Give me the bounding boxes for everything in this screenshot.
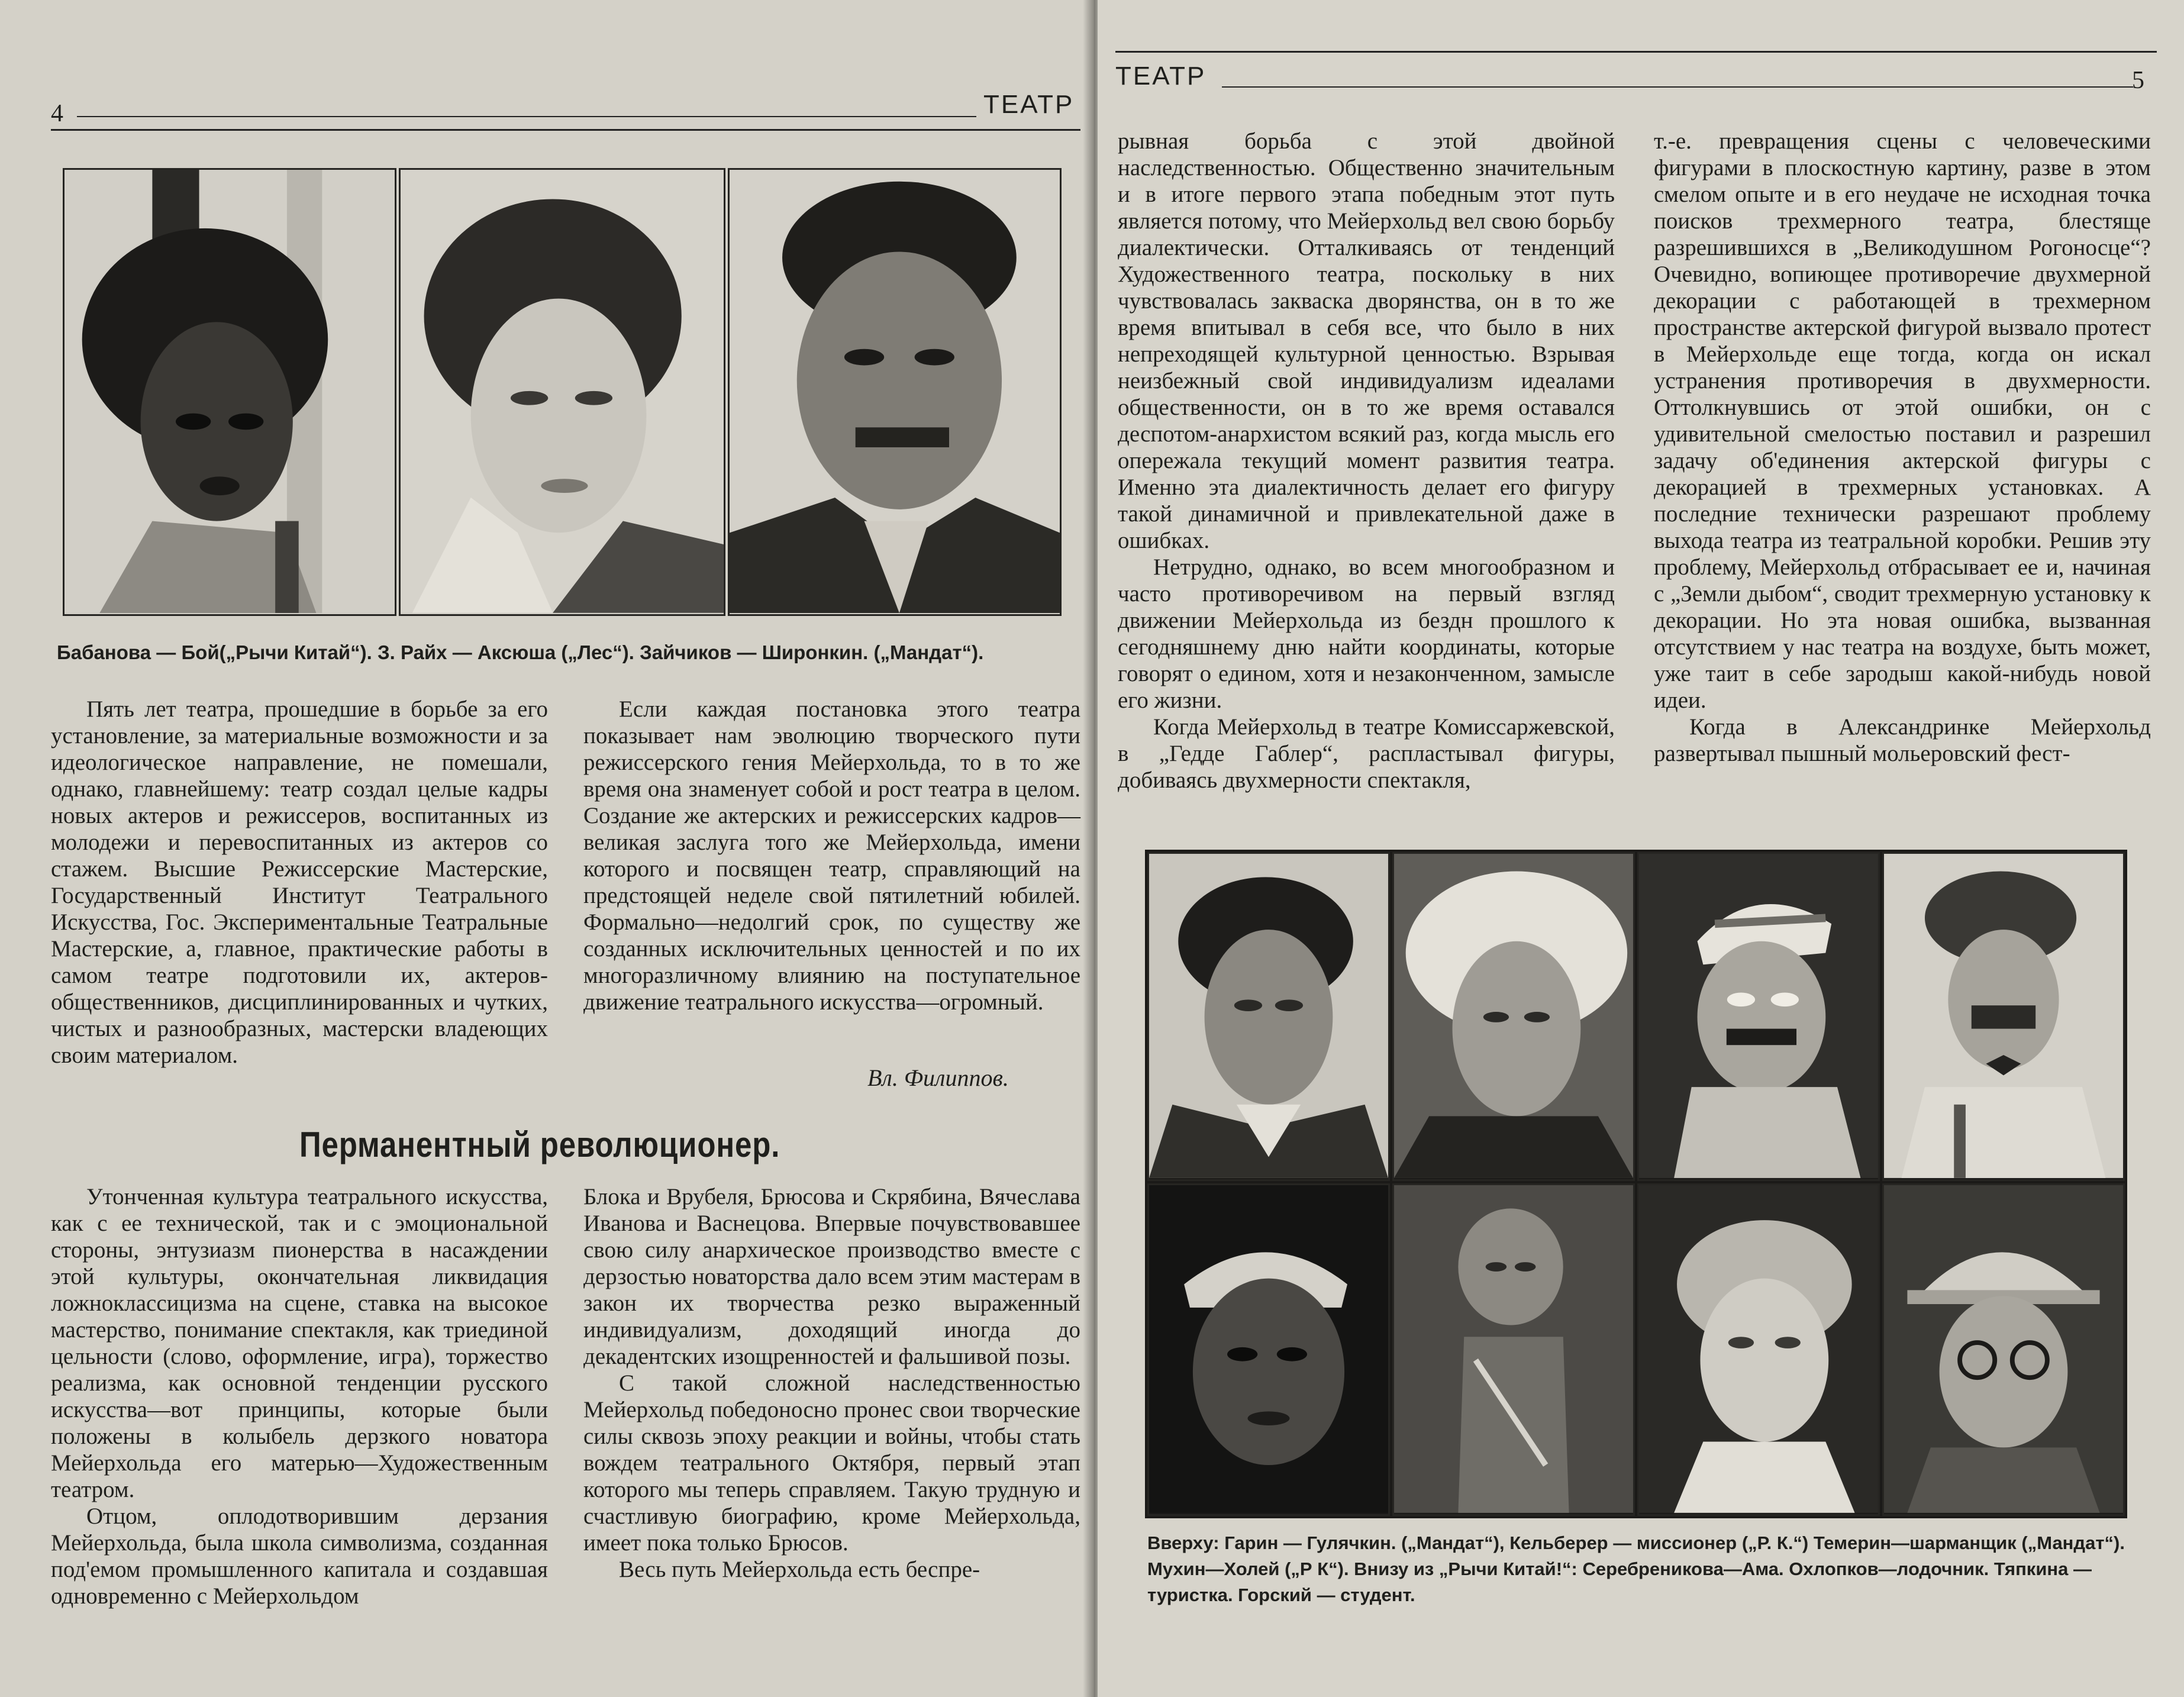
paragraph: т.-е. превращения сцены с человеческими фигурами в плоскостную картину, разве в этом смелом опыте и в его неудаче не исходная точка поисков трехмерного театра, блестяще разрешившихся в „Великодушном Рогоносце“? Очевидно, вопиющее противоречие двухмерной декорации с работающей в трехмерном пространстве актерской фигурой вызвало протест в Мейерхольде еще тогда, когда он искал устранения противоречия в двухмерности. Оттолкнувшись от этой ошибки, он с удивительной смелостью поставил и разрешил задачу об'единения актерской фигуры с декорацией в трехмерных установках. А последние технически разрешают проблему выхода театра из театральной коробки. Решив эту проблему, Мейерхольд отбрасывает ее и, начиная с „Земли дыбом“, сводит трехмерную установку к декорации. Но эта новая ошибка, вызванная отсутствием у нас театра на воздухе, быть может, уже таит в себе зародыш какой-нибудь новой идеи. — [1654, 128, 2151, 713]
photo-gorsky — [1882, 1183, 2125, 1516]
paragraph: Нетрудно, однако, во всем многообразном и часто противоречивом на первый взгляд движении Мейерхольда из бездн прошлого к сегодняшнему дню найти координаты, которые говорят о едином, хотя и незаконченном, замысле его жизни. — [1118, 554, 1615, 713]
photo-mukhin — [1882, 852, 2125, 1181]
photo-babanova — [63, 168, 396, 616]
paragraph: Когда в Александринке Мейерхольд развертывал пышный мольеровский фест- — [1654, 714, 2151, 766]
photo-kelberer — [1392, 852, 1635, 1181]
photo-raikh — [399, 168, 725, 616]
paragraph: Блока и Врубеля, Брюсова и Скрябина, Вячеслава Иванова и Васнецова. Впервые почувствовавшее свою силу анархическое производство вместе с дерзостью новаторства дало всем этим мастерам в закон их творчества резко выраженный индивидуализм, доходящий иногда до декадентских изощренностей и фальшивой позы. — [583, 1184, 1080, 1369]
paragraph: Отцом, оплодотворившим дерзания Мейерхольда, была школа символизма, созданная под'емом промышленного капитала и создавшая одновременно с Мейерхольдом — [51, 1504, 548, 1609]
header-rule — [1222, 86, 2133, 88]
header-rule — [77, 116, 976, 117]
page-number: 5 — [2132, 67, 2144, 94]
article-1-column-2 — [583, 696, 1080, 1015]
page-number: 4 — [51, 100, 63, 127]
photo-grid-caption: Вверху: Гарин — Гулячкин. („Мандат“), Кельберер — миссионер („Р. К.“) Темерин—шарманщик („Мандат“). Мухин—Холей („Р К“). Внизу из „Рычи Китай!“: Серебреникова—Ама. Охлопков—лодочник. Тяпкина — туристка. Горский — студент. — [1147, 1533, 2125, 1605]
paragraph: С такой сложной наследственностью Мейерхольд победоносно пронес свои творческие силы сквозь эпоху реакции и войны, чтобы стать вождем театрального Октября, первый этап которого мы теперь справляем. Такую трудную и счастливую биографию, кроме Мейерхольда, имеет пока только Брюсов. — [583, 1370, 1080, 1556]
photo-garin — [1147, 852, 1390, 1181]
right-page — [1098, 0, 2184, 1697]
photo-tyapkina — [1637, 1183, 1880, 1516]
article-1-column-1 — [51, 696, 548, 1069]
author-signature: Вл. Филиппов. — [867, 1064, 1009, 1091]
photo-zaichikov — [728, 168, 1062, 616]
paragraph: Когда Мейерхольд в театре Комиссаржевской, в „Гедде Габлер“, распластывал фигуры, добиваясь двухмерности спектакля, — [1118, 714, 1615, 793]
paragraph: рывная борьба с этой двойной наследственностью. Общественно значительным и в итоге первого этапа победным этот путь является потому, что Мейерхольд вел свою борьбу диалектически. Отталкиваясь от тенденций Художественного театра, поскольку в них чувствовалась закваска дворянства, он в то же время впитывал в себя все, что было в них непреходящей культурной ценностью. Взрывая неизбежный свой индивидуализм идеалами общественности, он в то же время оставался деспотом-анархистом всякий раз, когда мысль его опережала текущий момент развития театра. Именно эта диалектичность делает его фигуру такой динамичной и привлекательной даже в ошибках. — [1118, 128, 1615, 553]
photo-serebrenikova — [1147, 1183, 1390, 1516]
right-column-1 — [1118, 128, 1615, 793]
paragraph: Весь путь Мейерхольда есть беспре- — [619, 1557, 980, 1582]
running-head: ТЕАТР — [983, 90, 1075, 119]
photo-okhlopkov — [1392, 1183, 1635, 1516]
article-2-column-1 — [51, 1183, 548, 1609]
paragraph: Пять лет театра, прошедшие в борьбе за его установление, за материальные возможности и за идеологическое направление, не помешали, однако, главнейшему: театр создал целые кадры новых актеров и режиссеров, воспитанных из молодежи и перевоспитанных из актеров со стажем. Высшие Режиссерские Мастерские, Государственный Институт Театрального Искусства, Гос. Экспериментальные Театральные Мастерские, а, главное, практические работы в самом театре подготовили их, актеров-общественников, дисциплинированных и чутких, чистых и разнообразных, мастерски владеющих своим материалом. — [51, 696, 548, 1068]
paragraph: Если каждая постановка этого театра показывает нам эволюцию творческого пути режиссерского гения Мейерхольда, то в то же время она знаменует собой и рост театра в целом. Создание же актерских и режиссерских кадров—великая заслуга того же Мейерхольда, имени которого и посвящен театр, справляющий на предстоящей неделе свой пятилетний юбилей. Формально—недолгий срок, по существу же созданных исключительных ценностей и по их многоразличному влиянию на поступательное движение театрального искусства—огромный. — [583, 696, 1080, 1015]
photo-temerin — [1637, 852, 1880, 1181]
running-head: ТЕАТР — [1115, 62, 1206, 91]
paragraph: Утонченная культура театрального искусства, как с ее технической, так и с эмоциональной стороны, энтузиазм пионерства в насаждении этой культуры, окончательная ликвидация ложноклассицизма на сцене, ставка на высокое мастерство, понимание спектакля, как триединой цельности (слово, оформление, игра), торжество реализма, как основной тенденции русского искусства—вот принципы, которые были положены в колыбель дерзкого новатора Мейерхольда его матерью—Художественным театром. — [51, 1184, 548, 1502]
header-rule-top — [1115, 51, 2157, 53]
photo-caption: Бабанова — Бой(„Рычи Китай“). З. Райх — Аксюша („Лес“). Зайчиков — Широнкин. („Мандат“). — [57, 641, 984, 663]
right-column-2 — [1654, 128, 2151, 767]
article-2-column-2 — [583, 1183, 1080, 1583]
article-headline: Перманентный революционер. — [299, 1125, 780, 1164]
header-rule-bottom — [51, 129, 1080, 131]
